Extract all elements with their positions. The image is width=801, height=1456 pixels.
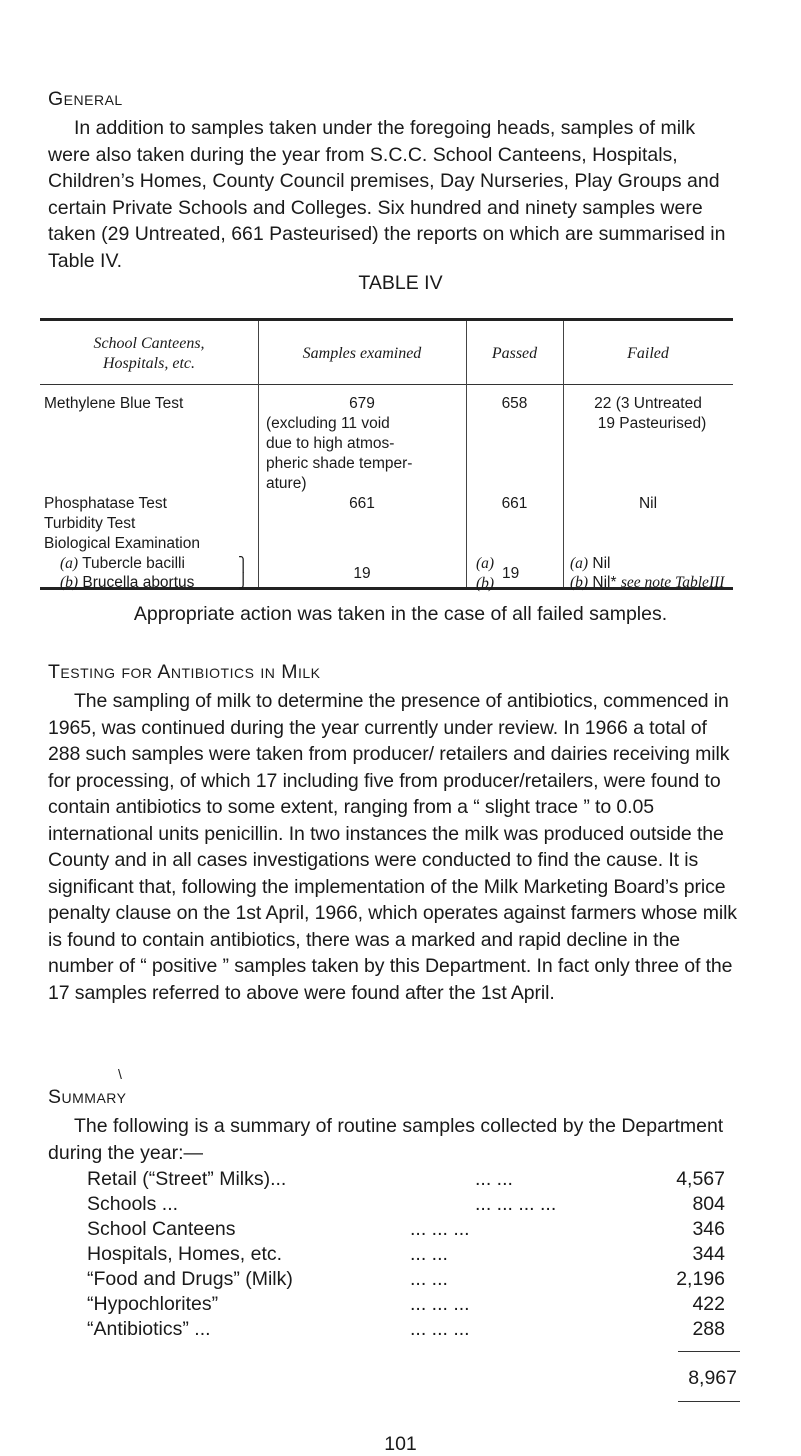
summary-row-value: 344 [692, 1243, 725, 1265]
summary-row-label: Retail (“Street” Milks)... [87, 1168, 287, 1190]
row-phosphatase-passed: 661 [501, 495, 528, 512]
summary-row-value: 2,196 [676, 1268, 725, 1290]
summary-row-value: 422 [692, 1293, 725, 1315]
summary-row-label: “Hypochlorites” [87, 1293, 219, 1315]
row-phosphatase-label: Phosphatase Test [44, 495, 167, 512]
header-school-canteens: School Canteens, Hospitals, etc. [93, 335, 205, 372]
summary-row-leader: ... ... ... [410, 1218, 470, 1240]
summary-row-label: “Food and Drugs” (Milk) [87, 1268, 293, 1290]
summary-row-value: 4,567 [676, 1168, 725, 1190]
brace-icon: ⎫ ⎭ [238, 557, 249, 589]
action-note: Appropriate action was taken in the case of all failed samples. [133, 603, 668, 625]
row-methylene-examined: 679 [349, 395, 375, 412]
row-biological-sub-a: (a) Tubercle bacilli [60, 555, 185, 572]
general-heading: General [48, 88, 123, 110]
summary-row-leader: ... ... ... ... [475, 1193, 557, 1215]
summary-row-label: “Antibiotics” ... [87, 1318, 211, 1340]
summary-row-value: 346 [692, 1218, 725, 1240]
table-title: TABLE IV [358, 272, 443, 294]
stray-mark: \ [118, 1066, 122, 1082]
row-methylene-passed: 658 [501, 395, 528, 412]
row-biological-passed-labels: (a) (b) [476, 555, 495, 592]
summary-row-leader: ... ... [475, 1168, 513, 1190]
row-methylene-label: Methylene Blue Test [44, 395, 184, 412]
summary-row-leader: ... ... [410, 1243, 448, 1265]
row-biological-sub-b: (b) Brucella abortus [60, 574, 195, 591]
row-phosphatase-examined: 661 [349, 495, 375, 512]
summary-row-leader: ... ... [410, 1268, 448, 1290]
row-turbidity-label: Turbidity Test [44, 515, 136, 532]
summary-row-label: Schools ... [87, 1193, 179, 1215]
summary-row-leader: ... ... ... [410, 1318, 470, 1340]
antibiotics-paragraph: The sampling of milk to determine the presence of antibiotics, commenced in 1965, was continued during the year currently under review. In 1966 a total of 288 such samples were taken from producer/ retailers and dairies receiving milk for processing, of which 17 including five from producer/retailers, were found to contain antibiotics to some extent, ranging from a “ slight trace ” to 0.05 international units penicillin. In two instances the milk was produced outside the County and in all cases investigations were conducted to find the cause. It is significant that, following the implementation of the Milk Marketing Board’s price penalty clause on the 1st April, 1966, which operates against farmers whose milk is found to contain antibiotics, there was a marked and rapid decline in the number of “ positive ” samples taken by this Department. In fact only three of the 17 samples referred to above were found after the 1st April. [48, 690, 737, 1004]
row-biological-label: Biological Examination [44, 535, 200, 552]
summary-row-label: School Canteens [87, 1218, 236, 1240]
row-methylene-failed: 22 (3 Untreated 19 Pasteurised) [594, 395, 707, 432]
summary-row-leader: ... ... ... [410, 1293, 470, 1315]
header-samples-examined: Samples examined [302, 345, 422, 362]
row-methylene-examined-note: (excluding 11 void due to high atmos- pheric shade temper- ature) [266, 415, 413, 492]
antibiotics-heading: Testing for Antibiotics in Milk [48, 661, 321, 683]
header-failed: Failed [627, 345, 669, 362]
summary-total: 8,967 [688, 1367, 737, 1389]
page-number: 101 [384, 1433, 417, 1455]
header-passed: Passed [491, 345, 538, 362]
row-biological-failed-a: (a) Nil [570, 555, 611, 572]
summary-row-label: Hospitals, Homes, etc. [87, 1243, 283, 1265]
row-biological-failed-b: (b) Nil* see note TableIII [570, 574, 725, 591]
row-phosphatase-failed: Nil [638, 495, 658, 512]
summary-row-value: 288 [692, 1318, 725, 1340]
summary-heading: Summary [48, 1086, 127, 1108]
general-paragraph: In addition to samples taken under the foregoing heads, samples of milk were also taken during the year from S.C.C. School Canteens, Hospitals, Children’s Homes, County Council premises, Day Nurseries, Play Groups and certain Private Schools and Colleges. Six hundred and ninety samples were taken (29 Untreated, 661 Pasteurised) the reports on which are summarised in Table IV. [48, 117, 726, 272]
summary-row-value: 804 [692, 1193, 725, 1215]
row-biological-passed: 19 [502, 565, 520, 582]
summary-intro: The following is a summary of routine samples collected by the Department during the year:— [48, 1115, 724, 1164]
table-iv [40, 318, 733, 590]
row-biological-examined: 19 [353, 565, 371, 582]
